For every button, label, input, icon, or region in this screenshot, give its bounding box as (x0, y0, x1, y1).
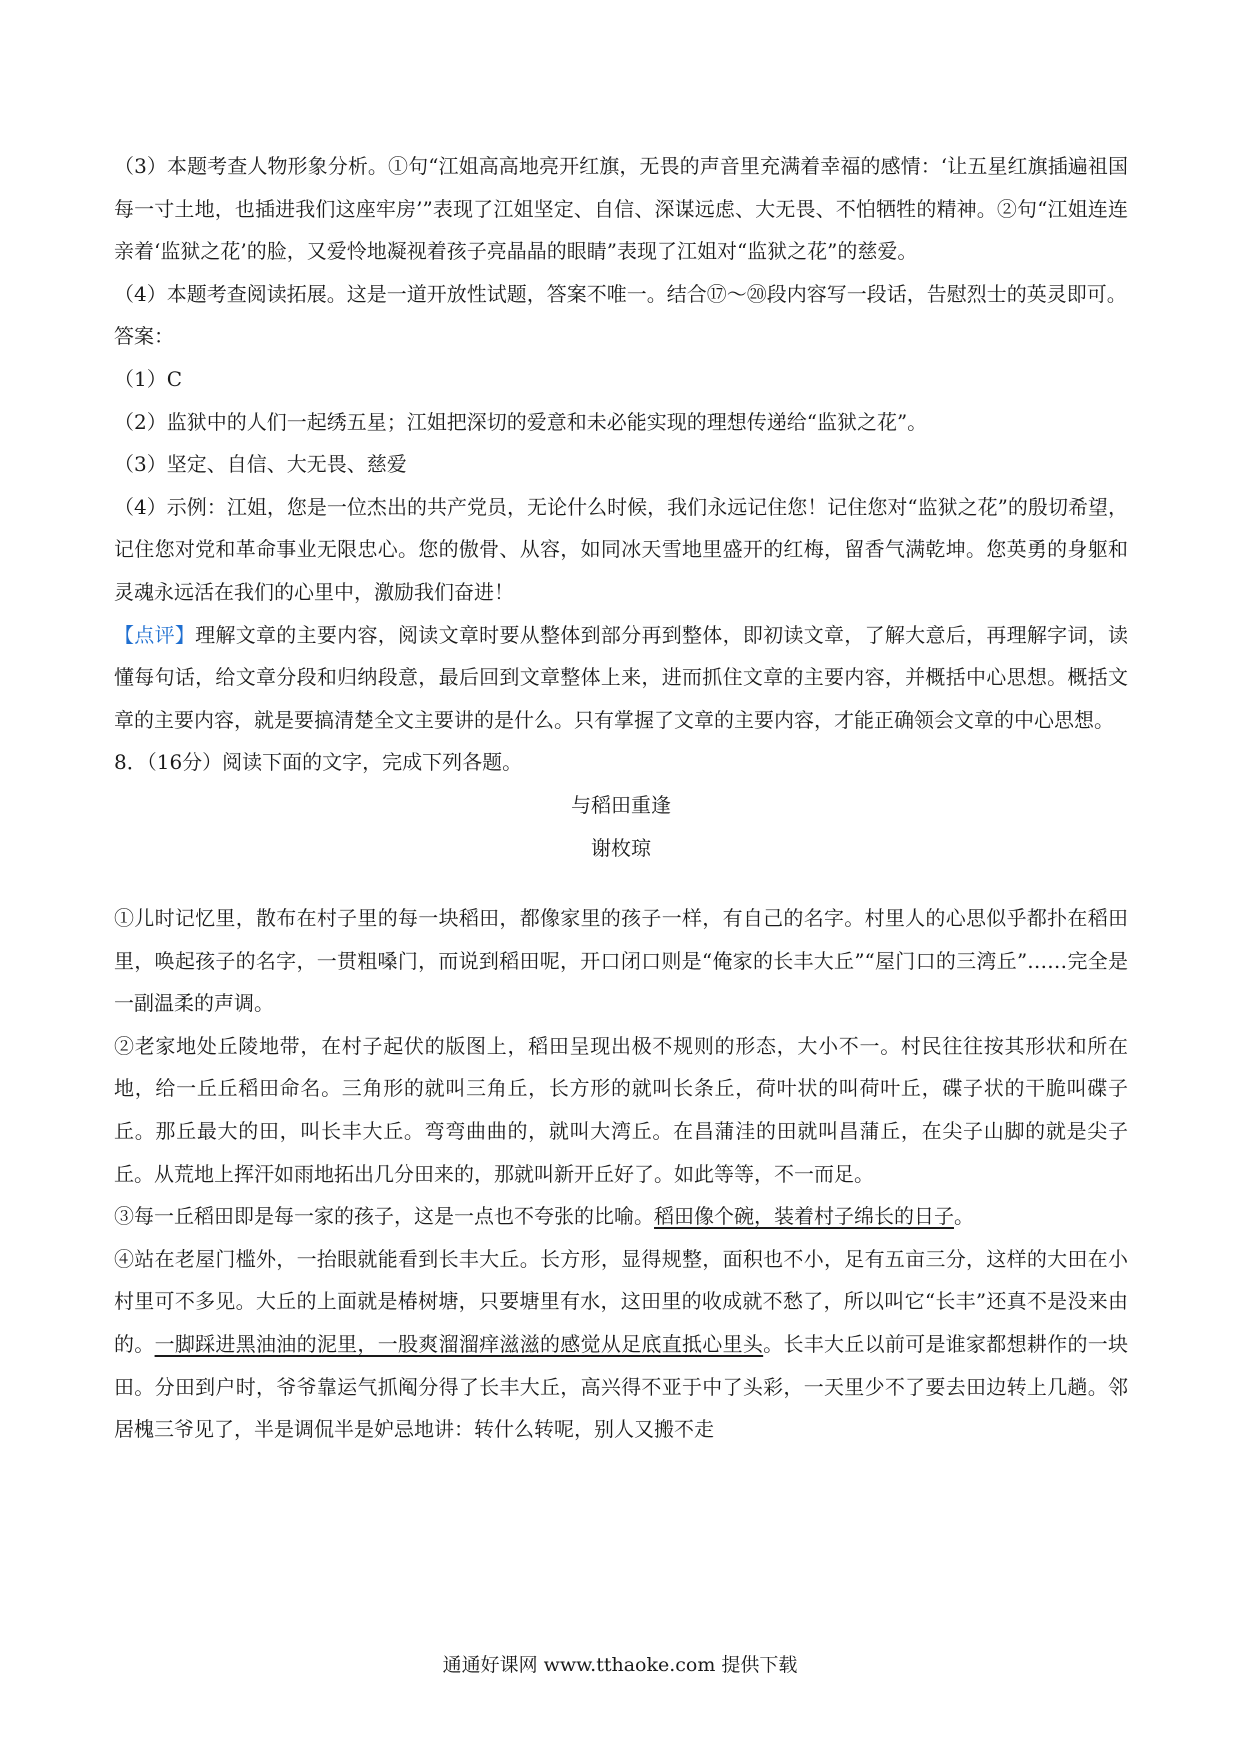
underlined-sentence-2: 一脚踩进黑油油的泥里，一股爽溜溜痒滋滋的感觉从足底直抵心里头 (154, 1332, 764, 1357)
question-8-prompt: 8．（16分）阅读下面的文字，完成下列各题。 (114, 750, 523, 775)
article-paragraph-2: ②老家地处丘陵地带，在村子起伏的版图上，稻田呈现出极不规则的形态，大小不一。村民往往按其形状和所在地，给一丘丘稻田命名。三角形的就叫三角丘，长方形的就叫长条丘，荷叶状的叫荷叶丘，碟子状的干脆叫碟子丘。那丘最大的田，叫长丰大丘。弯弯曲曲的，就叫大湾丘。在昌蒲洼的田就叫昌蒲丘，在尖子山脚的就是尖子丘。从荒地上挥汗如雨地拓出几分田来的，那就叫新开丘好了。如此等等，不一而足。 (114, 1033, 1128, 1186)
article-paragraph-3 (114, 1195, 1128, 1238)
analysis-q4: （4）本题考查阅读拓展。这是一道开放性试题，答案不唯一。结合⑰～⑳段内容写一段话，告慰烈士的英灵即可。 (114, 281, 1127, 306)
spacer (114, 869, 1128, 897)
article-title: 与稻田重逢 (571, 792, 671, 817)
article-paragraph-4 (114, 1238, 1128, 1451)
page-footer: 通通好课网 www.tthaoke.com 提供下载 (442, 1654, 798, 1676)
document-body (114, 145, 1128, 1451)
analysis-q3: （3）本题考查人物形象分析。①句“江姐高高地亮开红旗，无畏的声音里充满着幸福的感情：‘让五星红旗插遍祖国每一寸土地，也插进我们这座牢房’”表现了江姐坚定、自信、深谋远虑、大无畏、不怕牺牲的精神。②句“江姐连连亲着‘监狱之花’的脸，又爱怜地凝视着孩子亮晶晶的眼睛”表现了江姐对“监狱之花”的慈爱。 (114, 154, 1128, 264)
paragraph-3-text: ③每一丘稻田即是每一家的孩子，这是一点也不夸张的比喻。 (114, 1204, 654, 1229)
paragraph-3-end: 。 (954, 1204, 974, 1229)
article-author: 谢枚琼 (591, 835, 651, 860)
answer-1: （1）C (114, 366, 183, 391)
paragraph-4-rest: 。长丰大丘以前可是谁家都想耕作的一块田。分田到户时，爷爷靠运气抓阄分得了长丰大丘，高兴得不亚于中了头彩，一天里少不了要去田边转上几趟。邻居槐三爷见了，半是调侃半是妒忌地讲：转什么转呢，别人又搬不走 (114, 1332, 1129, 1442)
article-paragraph-1: ①儿时记忆里，散布在村子里的每一块稻田，都像家里的孩子一样，有自己的名字。村里人的心思似乎都扑在稻田里，唤起孩子的名字，一贯粗嗓门，而说到稻田呢，开口闭口则是“俺家的长丰大丘”“屋门口的三湾丘”……完全是一副温柔的声调。 (114, 906, 1128, 1016)
paragraph-4-text: ④站在老屋门槛外，一抬眼就能看到长丰大丘。长方形，显得规整，面积也不小，足有五亩三分，这样的大田在小村里可不多见。大丘的上面就是椿树塘，只要塘里有水，这田里的收成就不愁了，所以叫它“长丰”还真不是没来由的。 (114, 1246, 1128, 1357)
review (114, 614, 1128, 742)
answers-label: 答案： (114, 324, 174, 349)
review-tag: 【点评】 (114, 622, 196, 647)
underlined-sentence-1: 稻田像个碗，装着村子绵长的日子 (654, 1204, 954, 1229)
review-text: 理解文章的主要内容，阅读文章时要从整体到部分再到整体，即初读文章，了解大意后，再理解字词，读懂每句话，给文章分段和归纳段意，最后回到文章整体上来，进而抓住文章的主要内容，并概括中心思想。概括文章的主要内容，就是要搞清楚全文主要讲的是什么。只有掌握了文章的主要内容，才能正确领会文章的中心思想。 (114, 622, 1129, 732)
answer-2: （2）监狱中的人们一起绣五星；江姐把深切的爱意和未必能实现的理想传递给“监狱之花”。 (114, 409, 928, 434)
answer-4: （4）示例：江姐，您是一位杰出的共产党员，无论什么时候，我们永远记住您！记住您对“监狱之花”的殷切希望，记住您对党和革命事业无限忠心。您的傲骨、从容，如同冰天雪地里盛开的红梅，留香气满乾坤。您英勇的身躯和灵魂永远活在我们的心里中，激励我们奋进！ (114, 494, 1128, 604)
answer-3: （3）坚定、自信、大无畏、慈爱 (114, 452, 407, 477)
